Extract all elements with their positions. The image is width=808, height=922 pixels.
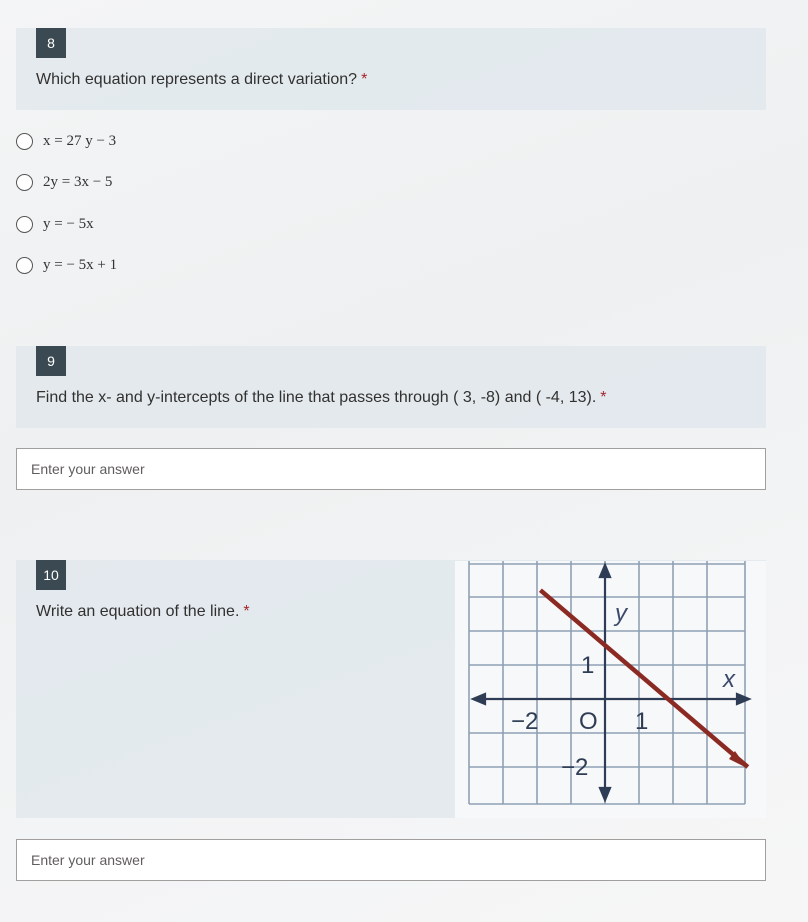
required-mark: * <box>243 603 250 620</box>
radio-button[interactable] <box>16 133 33 150</box>
question-title: Which equation represents a direct variation? * <box>36 71 368 88</box>
question-image <box>455 561 766 818</box>
required-mark: * <box>361 71 368 88</box>
option-3[interactable] <box>16 213 94 235</box>
required-mark: * <box>600 389 607 406</box>
y-tick-neg2: −2 <box>561 754 589 781</box>
radio-button[interactable] <box>16 174 33 191</box>
x-axis-label: x <box>723 666 735 693</box>
question-9-header <box>16 346 766 428</box>
radio-button[interactable] <box>16 216 33 233</box>
question-title: Write an equation of the line. * <box>36 603 250 620</box>
y-tick-1: 1 <box>581 652 595 679</box>
question-number-badge: 8 <box>36 28 66 58</box>
option-label: y = − 5x + 1 <box>43 256 118 273</box>
coordinate-graph <box>455 561 766 818</box>
option-1[interactable] <box>16 130 116 152</box>
option-label: x = 27 y − 3 <box>43 132 117 149</box>
option-4[interactable] <box>16 254 117 276</box>
option-2[interactable] <box>16 171 112 193</box>
answer-input[interactable] <box>16 839 766 881</box>
question-title: Find the x- and y-intercepts of the line that passes through ( 3, -8) and ( -4, 13). * <box>36 389 607 406</box>
option-label: y = − 5x <box>43 215 94 232</box>
radio-button[interactable] <box>16 257 33 274</box>
x-tick-1: 1 <box>635 708 649 735</box>
x-tick-neg2: −2 <box>511 708 539 735</box>
option-label: 2y = 3x − 5 <box>43 173 113 190</box>
origin-label: O <box>579 708 598 735</box>
question-number-badge: 10 <box>36 560 66 590</box>
grid <box>469 561 745 804</box>
question-8-header <box>16 28 766 110</box>
answer-input[interactable] <box>16 448 766 490</box>
y-axis-label: y <box>615 600 627 627</box>
question-number-badge: 9 <box>36 346 66 376</box>
